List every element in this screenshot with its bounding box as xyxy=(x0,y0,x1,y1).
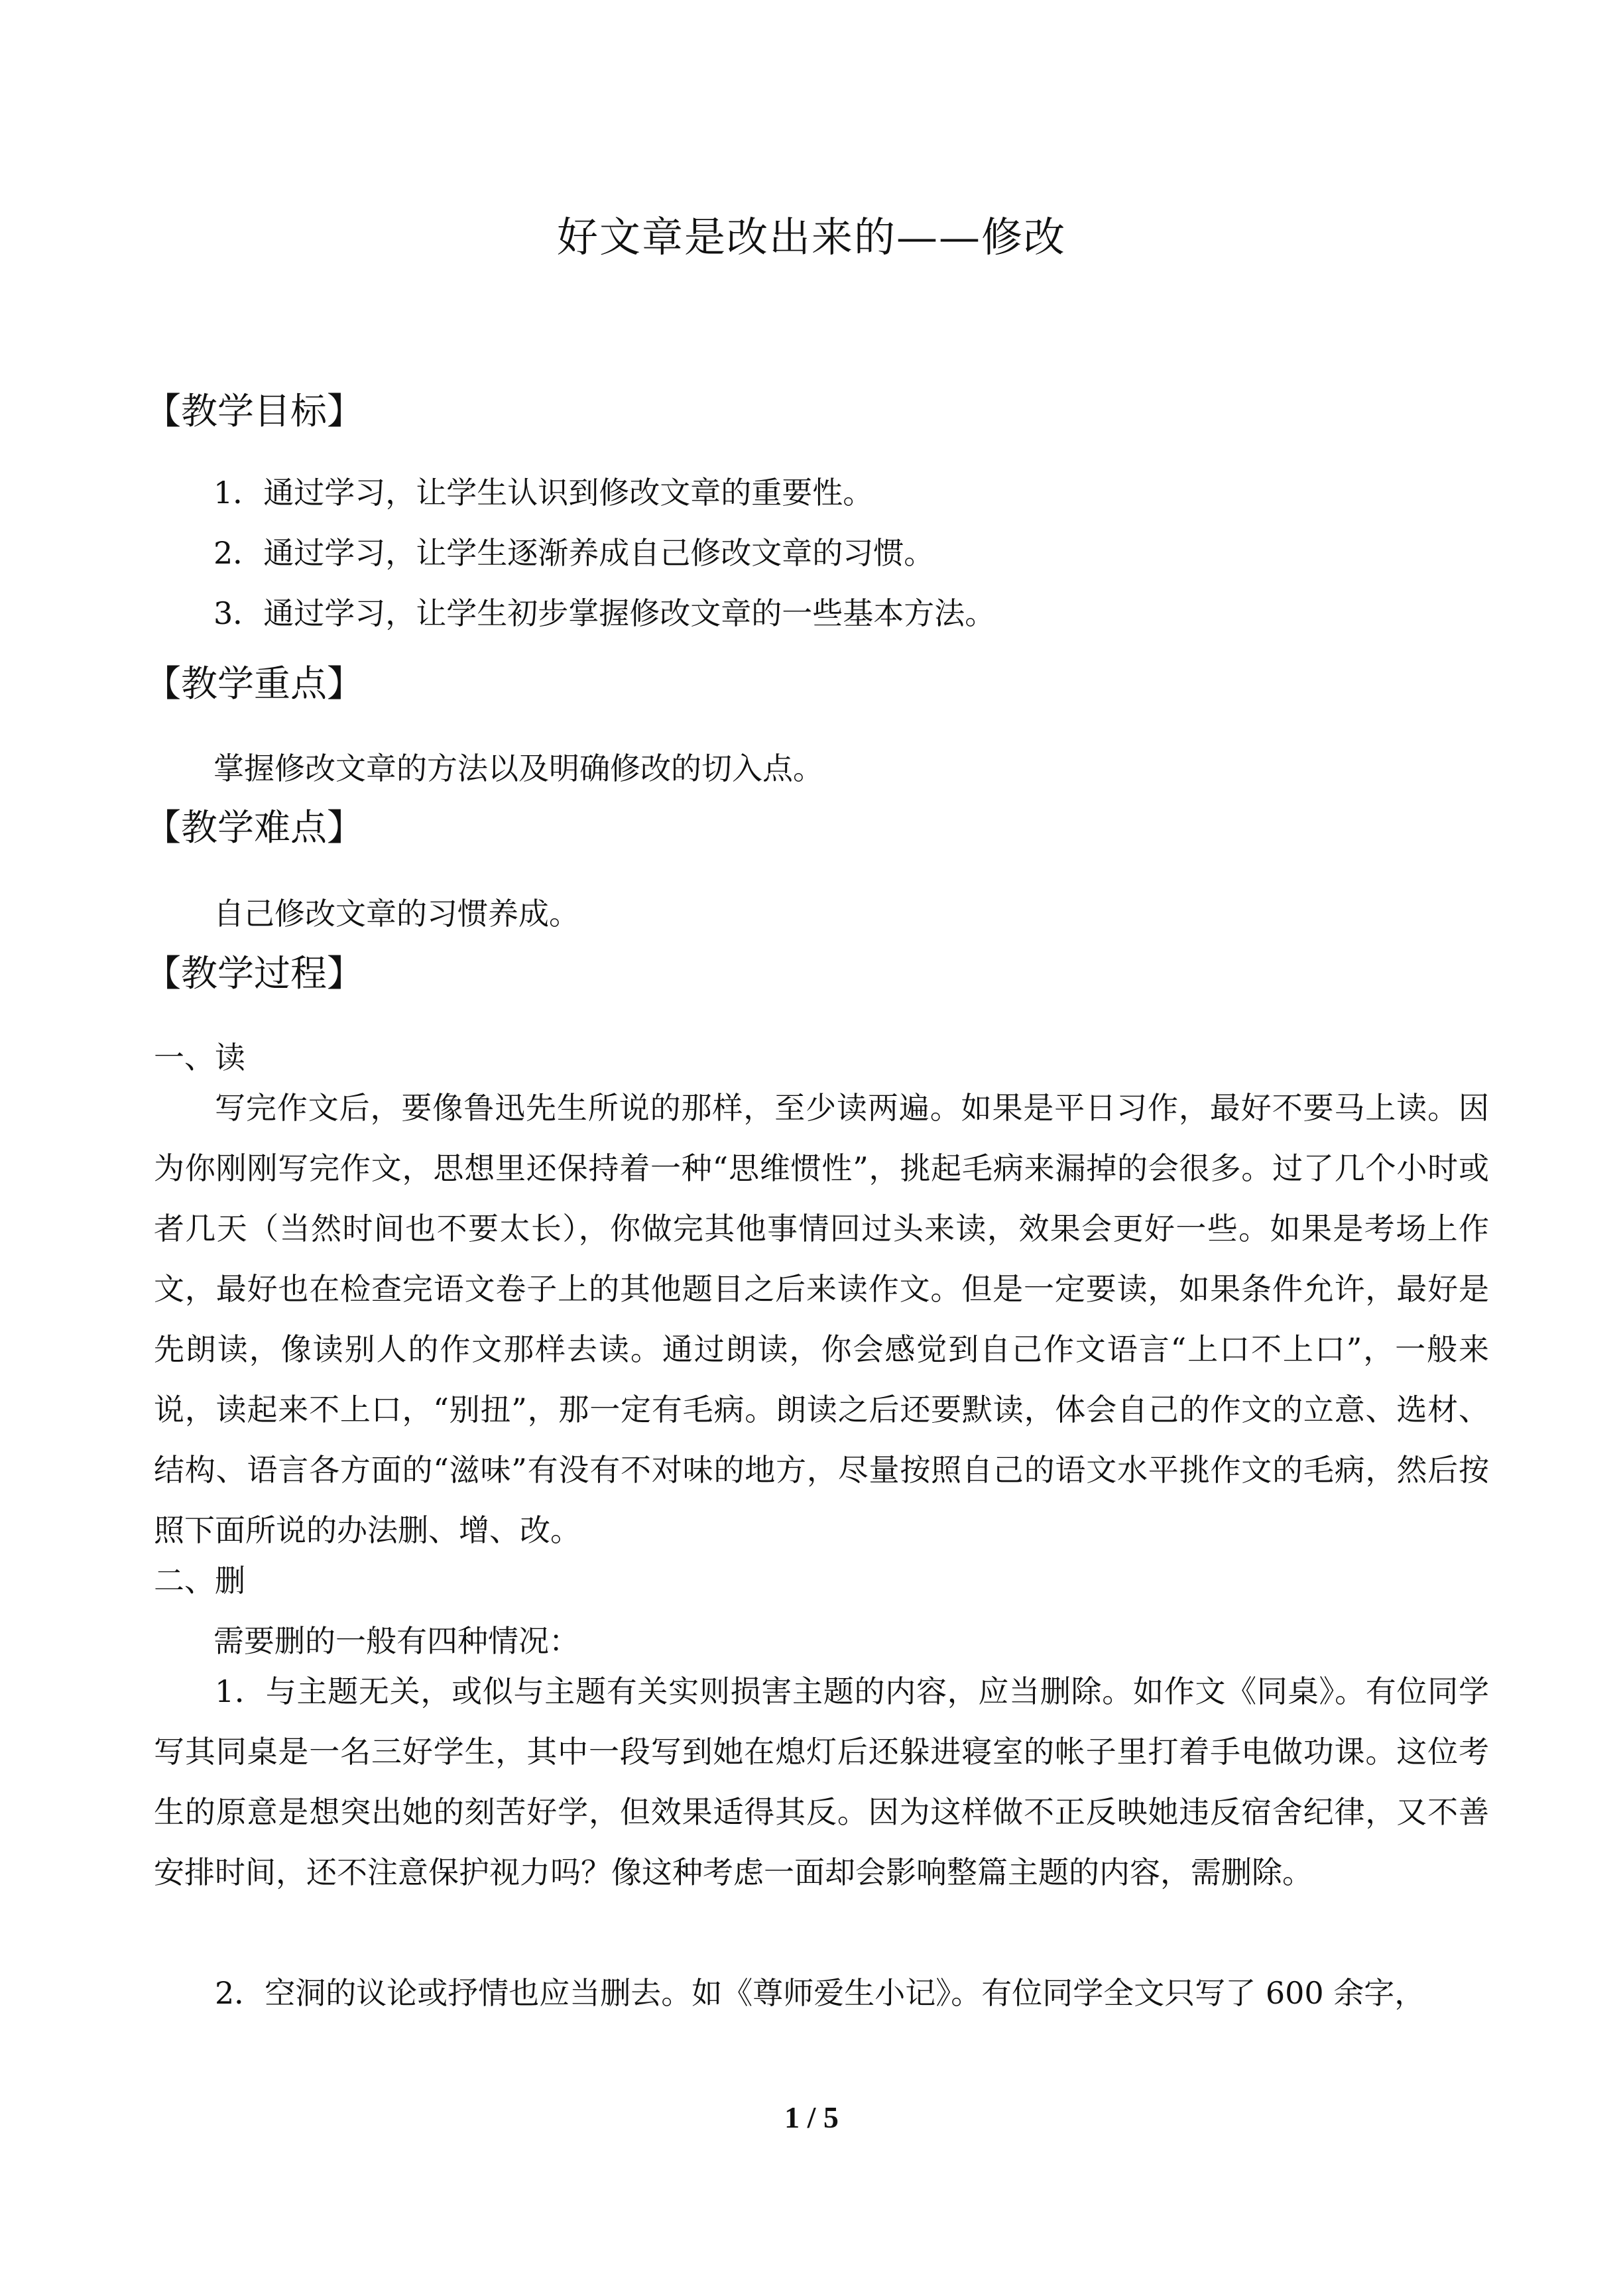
objective-item-2: 2．通过学习，让学生逐渐养成自己修改文章的习惯。 xyxy=(213,535,935,571)
key-points-text: 掌握修改文章的方法以及明确修改的切入点。 xyxy=(213,751,823,786)
difficulties-text: 自己修改文章的习惯养成。 xyxy=(213,896,579,932)
page-number: 1 / 5 xyxy=(784,2100,839,2134)
delete-point-2: 2．空洞的议论或抒情也应当删去。如《尊师爱生小记》。有位同学全文只写了 600 余字， xyxy=(215,1975,1425,2011)
delete-intro: 需要删的一般有四种情况： xyxy=(213,1623,579,1659)
read-heading: 一、读 xyxy=(154,1040,245,1075)
objective-item-1: 1．通过学习，让学生认识到修改文章的重要性。 xyxy=(213,475,874,511)
document-title: 好文章是改出来的——修改 xyxy=(556,213,1066,261)
read-paragraph: 写完作文后，要像鲁迅先生所说的那样，至少读两遍。如果是平日习作，最好不要马上读。因为你刚刚写完作文，思想里还保持着一种“思维惯性”，挑起毛病来漏掉的会很多。过了几个小时或者几天（当然时间也不要太长），你做完其他事情回过头来读，效果会更好一些。如果是考场上作文，最好也在检查完语文卷子上的其他题目之后来读作文。但是一定要读，如果条件允许，最好是先朗读，像读别人的作文那样去读。通过朗读，你会感觉到自己作文语言“上口不上口”，一般来说，读起来不上口，“别扭”，那一定有毛病。朗读之后还要默读，体会自己的作文的立意、选材、结构、语言各方面的“滋味”有没有不对味的地方，尽量按照自己的语文水平挑作文的毛病，然后按照下面所说的办法删、增、改。 xyxy=(154,1090,1489,1548)
delete-heading: 二、删 xyxy=(154,1563,245,1599)
process-heading: 【教学过程】 xyxy=(145,952,364,995)
objective-item-3: 3．通过学习，让学生初步掌握修改文章的一些基本方法。 xyxy=(213,595,996,631)
key-points-heading: 【教学重点】 xyxy=(145,662,364,705)
objectives-heading: 【教学目标】 xyxy=(145,390,364,432)
difficulties-heading: 【教学难点】 xyxy=(145,806,364,849)
delete-point-1: 1．与主题无关，或似与主题有关实则损害主题的内容，应当删除。如作文《同桌》。有位同学写其同桌是一名三好学生，其中一段写到她在熄灯后还躲进寝室的帐子里打着手电做功课。这位考生的原意是想突出她的刻苦好学，但效果适得其反。因为这样做不正反映她违反宿舍纪律，又不善安排时间，还不注意保护视力吗？像这种考虑一面却会影响整篇主题的内容，需删除。 xyxy=(154,1673,1489,1890)
